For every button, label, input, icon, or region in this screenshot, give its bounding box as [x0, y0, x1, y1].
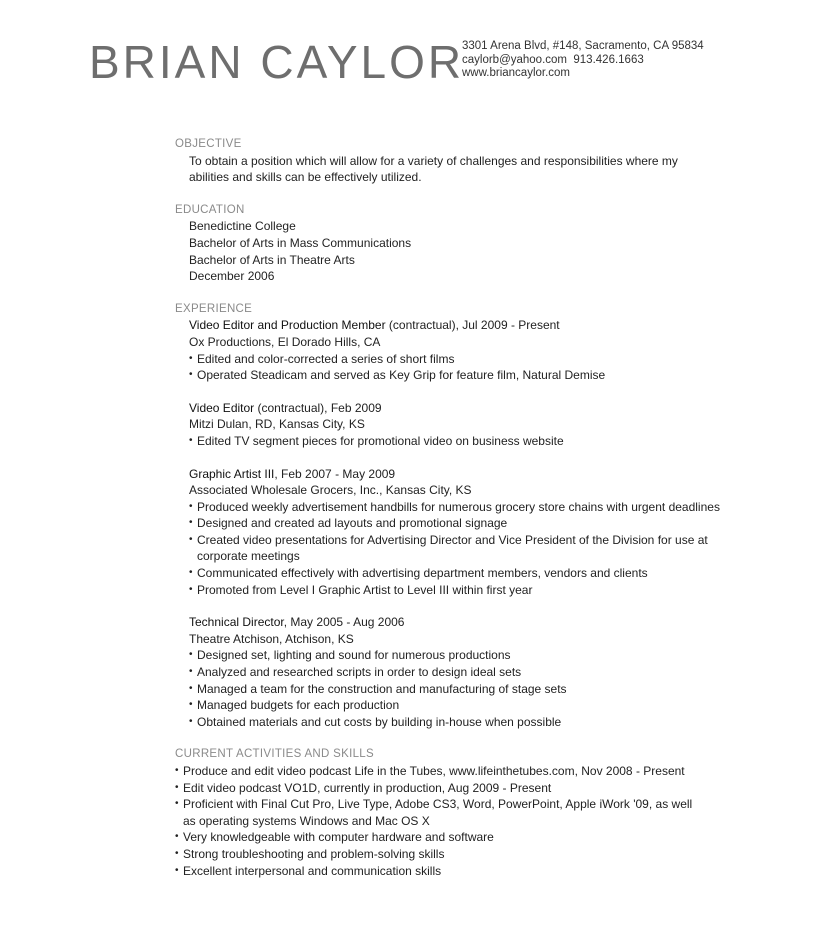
list-item-continuation: as operating systems Windows and Mac OS X — [183, 813, 430, 828]
degree-1: Bachelor of Arts in Mass Communications — [189, 235, 412, 250]
job-detail: (contractual), Jul 2009 - Present — [385, 318, 560, 333]
applicant-name: BRIAN CAYLOR — [89, 36, 465, 88]
job-entry — [175, 400, 735, 450]
job-title-line — [189, 614, 735, 631]
job-employer: Theatre Atchison, Atchison, KS — [189, 631, 354, 646]
list-item: • Designed and created ad layouts and promotional signage — [189, 516, 508, 531]
job-detail: (contractual), Feb 2009 — [254, 400, 382, 415]
job-title: Video Editor and Production Member — [189, 318, 386, 333]
list-item: • Edited TV segment pieces for promotional video on business website — [189, 433, 564, 448]
list-item: • Strong troubleshooting and problem-solving skills — [175, 846, 445, 861]
experience-heading: EXPERIENCE — [175, 302, 253, 315]
experience-section — [175, 301, 735, 731]
list-item: • Edit video podcast VO1D, currently in production, Aug 2009 - Present — [175, 780, 552, 795]
list-item: • Analyzed and researched scripts in order to design ideal sets — [189, 665, 522, 680]
job-title: Video Editor — [189, 400, 255, 415]
objective-text-line-1: To obtain a position which will allow for a variety of challenges and responsibilities where my — [189, 153, 678, 168]
list-item: • Designed set, lighting and sound for numerous productions — [189, 648, 511, 663]
job-employer: Mitzi Dulan, RD, Kansas City, KS — [189, 417, 365, 432]
degree-2: Bachelor of Arts in Theatre Arts — [189, 252, 355, 267]
job-entry — [175, 466, 735, 599]
list-item: • Communicated effectively with advertising department members, vendors and clients — [189, 566, 648, 581]
list-item: • Operated Steadicam and served as Key Grip for feature film, Natural Demise — [189, 368, 606, 383]
objective-heading: OBJECTIVE — [175, 138, 242, 150]
job-title-line — [189, 317, 735, 334]
graduation-date: December 2006 — [189, 269, 275, 284]
list-item: • Edited and color-corrected a series of short films — [189, 351, 455, 366]
resume-body — [175, 136, 735, 879]
list-item: • Created video presentations for Advertising Director and Vice President of the Division for use at corporate meetings — [189, 532, 735, 565]
job-employer: Associated Wholesale Grocers, Inc., Kansas City, KS — [189, 483, 472, 498]
job-bullets — [189, 647, 735, 730]
job-detail: , May 2005 - Aug 2006 — [283, 615, 405, 630]
address: 3301 Arena Blvd, #148, Sacramento, CA 95834 — [462, 40, 704, 52]
objective-text-line-2: abilities and skills can be effectively utilized. — [189, 170, 422, 185]
school-name: Benedictine College — [189, 219, 296, 234]
job-employer: Ox Productions, El Dorado Hills, CA — [189, 334, 381, 349]
job-entry — [175, 614, 735, 730]
job-detail: , Feb 2007 - May 2009 — [274, 466, 396, 481]
job-bullets — [189, 433, 735, 450]
education-heading: EDUCATION — [175, 203, 245, 216]
phone: 913.426.1663 — [573, 53, 644, 66]
list-item: • Managed a team for the construction and manufacturing of stage sets — [189, 681, 567, 696]
contact-block — [462, 40, 704, 81]
list-item: • Very knowledgeable with computer hardware and software — [175, 830, 494, 845]
job-bullets — [189, 499, 735, 599]
job-title: Graphic Artist III — [189, 466, 275, 481]
job-title-line — [189, 400, 735, 417]
list-item: • Obtained materials and cut costs by building in-house when possible — [189, 714, 562, 729]
job-entry — [175, 317, 735, 383]
list-item: • Proficient with Final Cut Pro, Live Type, Adobe CS3, Word, PowerPoint, Apple iWork '09, as well as operating systems Windows and Mac OS X — [175, 796, 735, 829]
job-title: Technical Director — [189, 615, 284, 630]
email[interactable]: caylorb@yahoo.com — [462, 53, 567, 66]
list-item: • Promoted from Level I Graphic Artist to Level III within first year — [189, 582, 533, 597]
list-item: • Excellent interpersonal and communication skills — [175, 863, 442, 878]
list-item: • Managed budgets for each production — [189, 698, 400, 713]
education-section — [175, 202, 735, 285]
website[interactable]: www.briancaylor.com — [462, 67, 571, 79]
list-item: • Produce and edit video podcast Life in the Tubes, www.lifeinthetubes.com, Nov 2008 - Present — [175, 764, 685, 778]
list-item-continuation: corporate meetings — [197, 549, 300, 564]
job-bullets — [189, 351, 735, 384]
job-title-line — [189, 466, 735, 483]
email-phone-line — [462, 54, 704, 68]
list-item: • Produced weekly advertisement handbills for numerous grocery store chains with urgent deadlines — [189, 499, 720, 514]
activities-bullets — [175, 763, 735, 879]
activities-section — [175, 746, 735, 879]
objective-section — [175, 136, 735, 186]
activities-heading: CURRENT ACTIVITIES AND SKILLS — [175, 748, 374, 761]
